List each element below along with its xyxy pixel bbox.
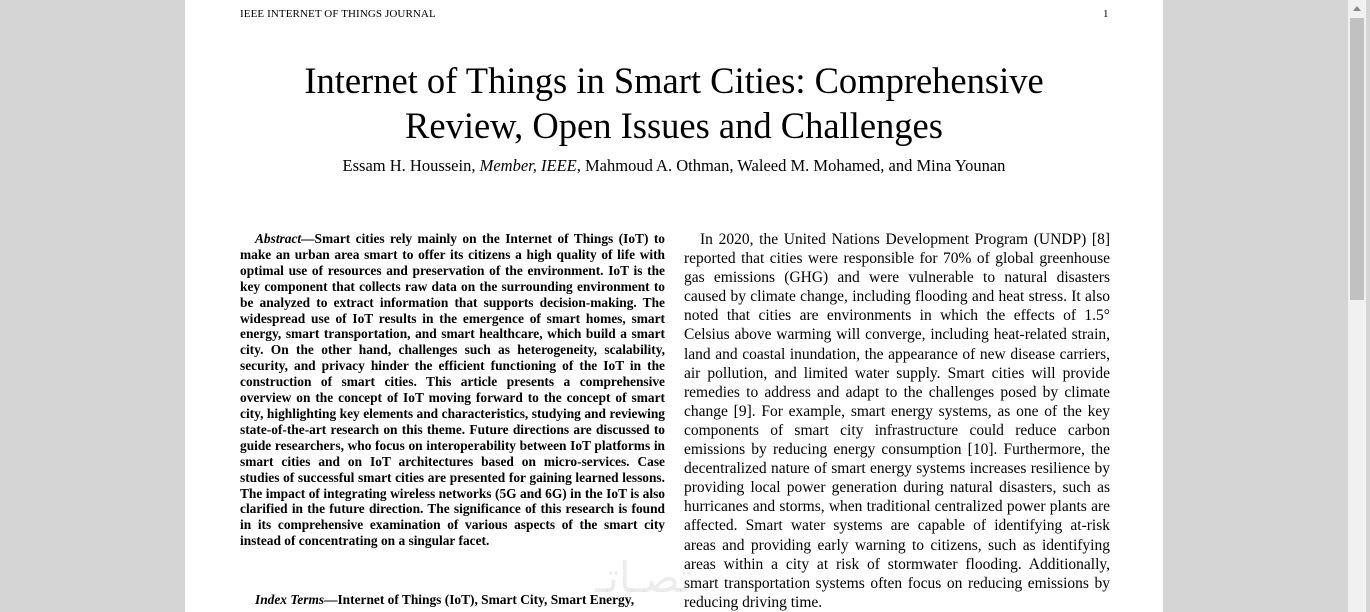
scrollbar-thumb[interactable] [1350,18,1364,300]
page-number: 1 [1103,8,1109,20]
authors-first: Essam H. Houssein, [342,156,480,175]
index-terms-label: Index Terms [255,592,325,607]
index-terms-text: —Internet of Things (IoT), Smart City, Smart Energy, [324,592,635,607]
running-header-journal: IEEE INTERNET OF THINGS JOURNAL [240,8,436,20]
paper-title-line-2: Review, Open Issues and Challenges [405,105,943,146]
scroll-up-arrow-icon[interactable] [1348,0,1366,16]
watermark-logo: تصـاتـ [595,553,693,602]
author-membership: Member, IEEE [479,156,577,175]
author-list [185,156,1163,176]
authors-rest: , Mahmoud A. Othman, Waleed M. Mohamed, and Mina Younan [576,156,1006,175]
abstract-section [240,231,665,549]
index-terms-section [240,592,665,608]
paper-title [185,58,1163,148]
abstract-text: —Smart cities rely mainly on the Internet of Things (IoT) to make an urban area smart to offer its citizens a high quality of life with optimal use of resources and preservation of the environment. IoT is the key component that collects raw data on the surrounding environment to be analyzed to extract information that supports decision-making. The widespread use of IoT results in the emergence of smart homes, smart energy, smart transportation, and smart healthcare, which build a smart city. On the other hand, challenges such as heterogeneity, scalability, security, and privacy hinder the efficient functioning of the IoT in the construction of smart cities. This article presents a comprehensive overview on the concept of IoT moving forward to the concept of smart city, highlighting key elements and characteristics, studying and reviewing state-of-the-art research on this theme. Future directions are discussed to guide researchers, who focus on interoperability between IoT platforms in smart cities and on IoT architectures based on micro-services. Case studies of successful smart cities are presented for gaining learned lessons. The impact of integrating wireless networks (5G and 6G) in the IoT is also clarified in the future direction. The significance of this research is found in its comprehensive examination of various aspects of the smart city instead of concentrating on a singular facet. [240,231,665,549]
abstract-label: Abstract [255,231,302,246]
paper-title-line-1: Internet of Things in Smart Cities: Comprehensive [304,60,1044,101]
document-page [185,0,1163,612]
window-edge [1366,0,1370,612]
vertical-scrollbar[interactable] [1348,0,1366,612]
body-paragraph: In 2020, the United Nations Development Program (UNDP) [8] reported that cities were responsible for 70% of global greenhouse gas emissions (GHG) and were vulnerable to natural disasters caused by climate change, including flooding and heat stress. It also noted that cities are environments in which the effects of 1.5° Celsius above warming will converge, including heat-related strain, land and coastal inundation, the appearance of new disease carriers, air pollution, and limited water supply. Smart cities will provide remedies to address and adapt to the challenges posed by climate change [9]. For example, smart energy systems, as one of the key components of smart city infrastructure could reduce carbon emissions by reducing energy consumption [10]. Furthermore, the decentralized nature of smart energy systems increases resilience by providing local power generation during natural disasters, such as hurricanes and storms, when traditional centralized power plants are affected. Smart water systems are capable of identifying at-risk areas and providing early warning to citizens, such as identifying areas within a city at risk of stormwater flooding. Additionally, smart transportation systems often focus on reducing emissions by reducing driving time. [684,231,1110,611]
